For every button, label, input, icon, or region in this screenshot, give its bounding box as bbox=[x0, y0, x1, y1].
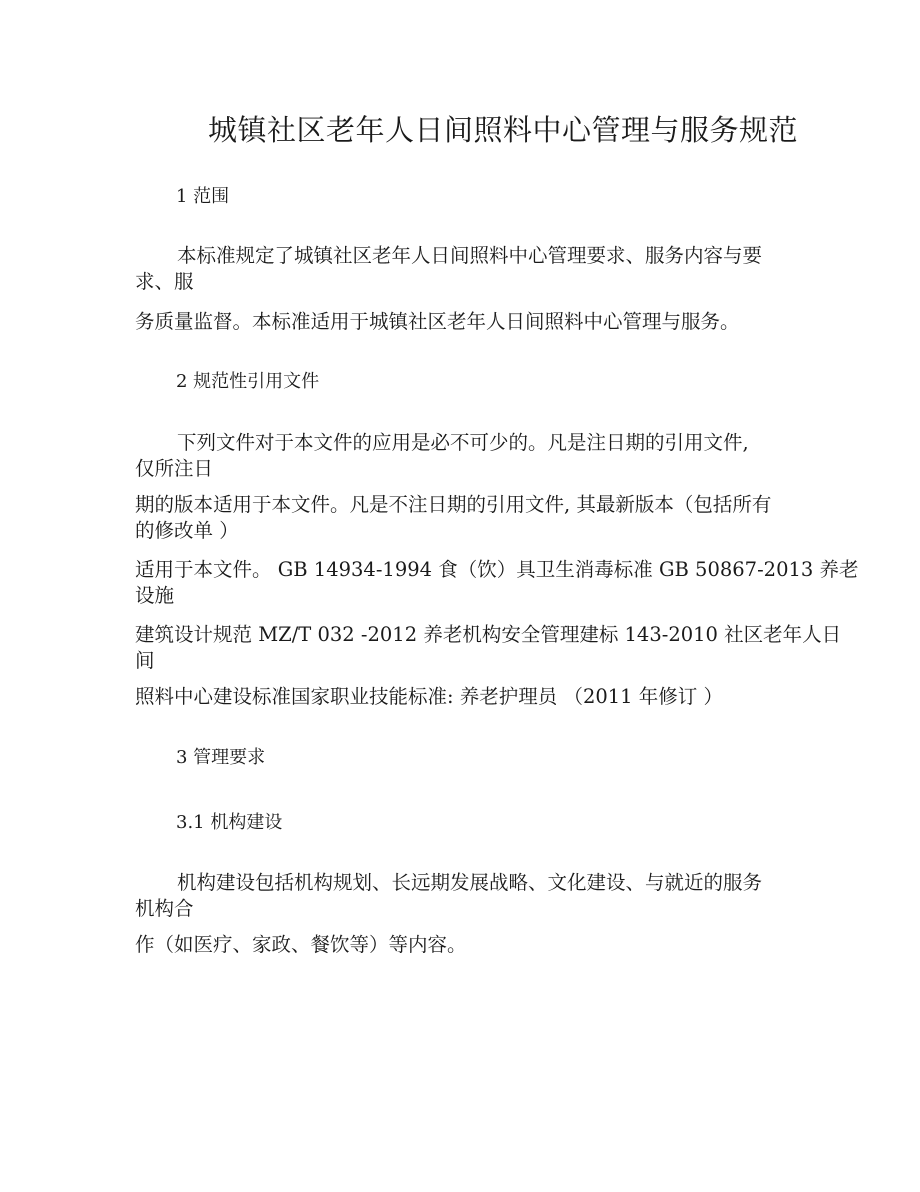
paragraph-line: 作（如医疗、家政、餐饮等）等内容。 bbox=[135, 933, 467, 956]
paragraph-line: 仅所注日 bbox=[135, 457, 214, 480]
paragraph-line: 适用于本文件。 GB 14934-1994 食（饮）具卫生消毒标准 GB 50867-2013 养老 bbox=[135, 558, 859, 581]
paragraph-line: 建筑设计规范 MZ/T 032 -2012 养老机构安全管理建标 143-2010 社区老年人日 bbox=[135, 623, 842, 646]
paragraph-line: 期的版本适用于本文件。凡是不注日期的引用文件, 其最新版本（包括所有 bbox=[135, 493, 772, 516]
paragraph-line: 下列文件对于本文件的应用是必不可少的。凡是注日期的引用文件, bbox=[177, 431, 749, 454]
section-heading-scope: 1 范围 bbox=[176, 186, 230, 207]
paragraph-line: 机构建设包括机构规划、长远期发展战略、文化建设、与就近的服务 bbox=[177, 871, 763, 894]
paragraph-line: 本标准规定了城镇社区老年人日间照料中心管理要求、服务内容与要 bbox=[177, 244, 763, 267]
section-heading-management: 3 管理要求 bbox=[176, 747, 266, 768]
subsection-heading-organization: 3.1 机构建设 bbox=[176, 812, 283, 833]
paragraph-line: 求、服 bbox=[135, 270, 194, 293]
paragraph-line: 设施 bbox=[135, 584, 175, 607]
paragraph-line: 的修改单 ） bbox=[135, 519, 239, 542]
paragraph-line: 机构合 bbox=[135, 897, 194, 920]
paragraph-line: 间 bbox=[135, 649, 155, 672]
section-heading-references: 2 规范性引用文件 bbox=[176, 371, 320, 392]
paragraph-line: 照料中心建设标准国家职业技能标准: 养老护理员 （2011 年修订 ） bbox=[135, 685, 723, 708]
paragraph-line: 务质量监督。本标准适用于城镇社区老年人日间照料中心管理与服务。 bbox=[135, 310, 740, 333]
document-title: 城镇社区老年人日间照料中心管理与服务规范 bbox=[208, 113, 799, 147]
